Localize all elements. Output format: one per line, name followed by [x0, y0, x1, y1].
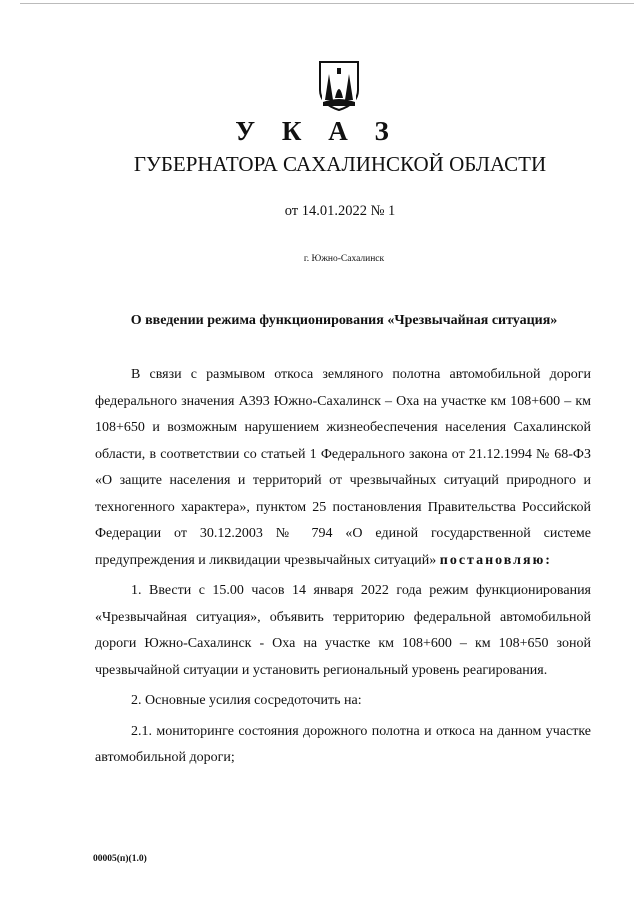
paragraph-item-2-1: 2.1. мониторинге состояния дорожного полотна и откоса на данном участке автомобильной дороги;	[95, 723, 591, 765]
document-title: У К А З	[235, 116, 399, 146]
document-heading: О введении режима функционирования «Чрезвычайная ситуация»	[130, 313, 558, 328]
document-date-number: от 14.01.2022 № 1	[284, 203, 396, 219]
preamble-text: В связи с размывом откоса земляного полотна автомобильной дороги федерального значения А393 Южно-Сахалинск – Оха на участке км 108+600 – км 108+650 и возможным нарушением жизнеобеспечения населения Сахалинской области, в соответствии со статьей 1 Федерального закона от 21.12.1994 № 68-ФЗ «О защите населения и территорий от чрезвычайных ситуаций природного и техногенного характера», пунктом 25 постановления Правительства Российской Федерации от 30.12.2003 № 794 «О единой государственной системе предупреждения и ликвидации чрезвычайных ситуаций»	[95, 367, 591, 568]
decree-word: постановляю:	[439, 552, 552, 568]
paragraph-item-1: 1. Ввести с 15.00 часов 14 января 2022 года режим функционирования «Чрезвычайная ситуация», объявить территорию федеральной автомобильной дороги Южно-Сахалинск - Оха на участке км 108+600 – км 108+650 зоной чрезвычайной ситуации и установить региональный уровень реагирования.	[95, 583, 591, 678]
document-subtitle: ГУБЕРНАТОРА САХАЛИНСКОЙ ОБЛАСТИ	[133, 152, 547, 176]
paragraph-preamble	[95, 362, 591, 574]
form-code: 00005(п)(1.0)	[93, 854, 147, 864]
document-body	[95, 362, 591, 772]
document-city: г. Южно-Сахалинск	[303, 254, 385, 264]
paragraph-item-2: 2. Основные усилия сосредоточить на:	[131, 693, 362, 708]
sakhalin-coat-of-arms-icon	[315, 60, 363, 112]
scan-edge-line	[20, 3, 634, 4]
